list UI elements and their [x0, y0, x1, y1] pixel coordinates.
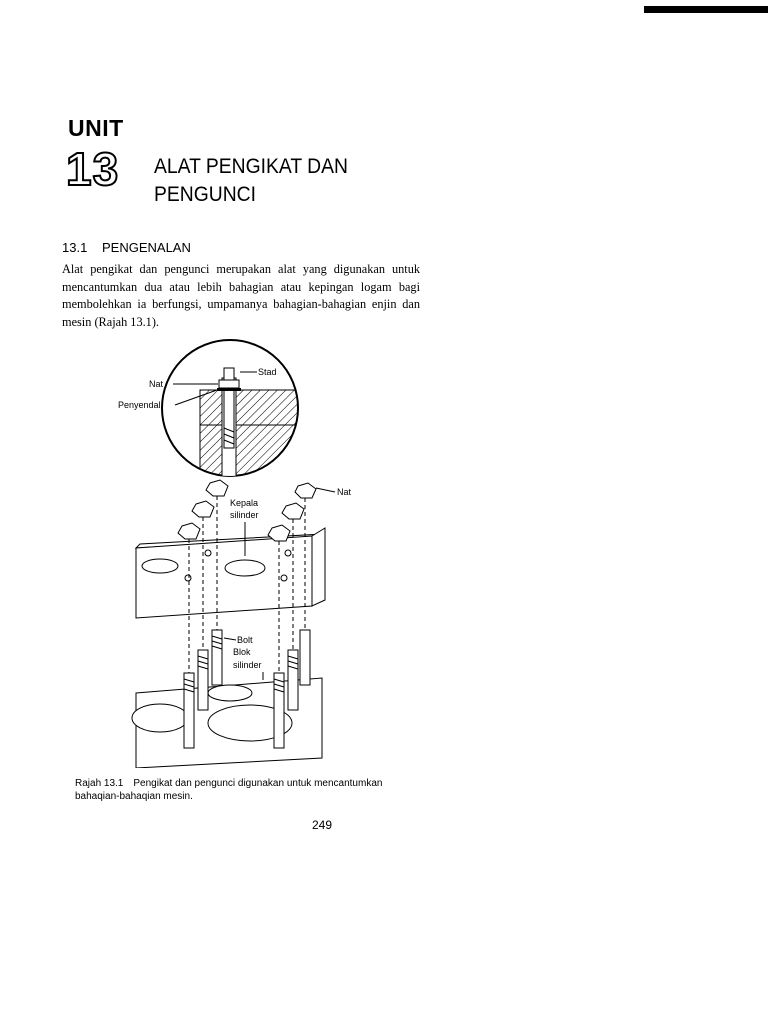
figure-fasteners	[100, 338, 400, 768]
cylinder-head	[136, 528, 325, 618]
section-title: PENGENALAN	[102, 240, 191, 255]
top-edge-bar	[644, 6, 768, 13]
page-number: 249	[312, 818, 333, 832]
unit-label: UNIT	[68, 115, 124, 141]
section-number: 13.1	[62, 240, 88, 255]
label-penyendal: Penyendal	[118, 400, 161, 410]
page-title	[154, 153, 412, 209]
intro-paragraph: Alat pengikat dan pengunci merupakan alat yang digunakan untuk mencantumkan dua atau lebih bahagian atau kepingan logam bagi membolehkan ia berfungsi, umpamanya bahagian-bahagian enjin dan mesin (Rajah 13.1).	[62, 262, 420, 329]
caption-text: Pengikat dan pengunci digunakan untuk mencantumkan bahaqian-bahaqian mesin.	[75, 778, 383, 802]
label-nat-top: Nat	[149, 379, 164, 389]
title-line-1: ALAT PENGIKAT DAN	[154, 155, 348, 178]
label-silinder-1: silinder	[230, 510, 259, 520]
label-nat-right: Nat	[337, 487, 352, 497]
section-heading	[62, 240, 191, 255]
label-bolt: Bolt	[237, 635, 253, 645]
figure-caption	[75, 777, 415, 803]
caption-number: Rajah 13.1	[75, 778, 124, 789]
unit-number: 13	[66, 143, 120, 195]
fastener-diagram	[100, 338, 400, 768]
label-stad: Stad	[258, 367, 277, 377]
label-silinder-2: silinder	[233, 660, 262, 670]
title-line-2: PENGUNCI	[154, 183, 256, 206]
label-kepala: Kepala	[230, 498, 259, 508]
magnified-view	[162, 340, 320, 488]
label-blok: Blok	[233, 647, 251, 657]
